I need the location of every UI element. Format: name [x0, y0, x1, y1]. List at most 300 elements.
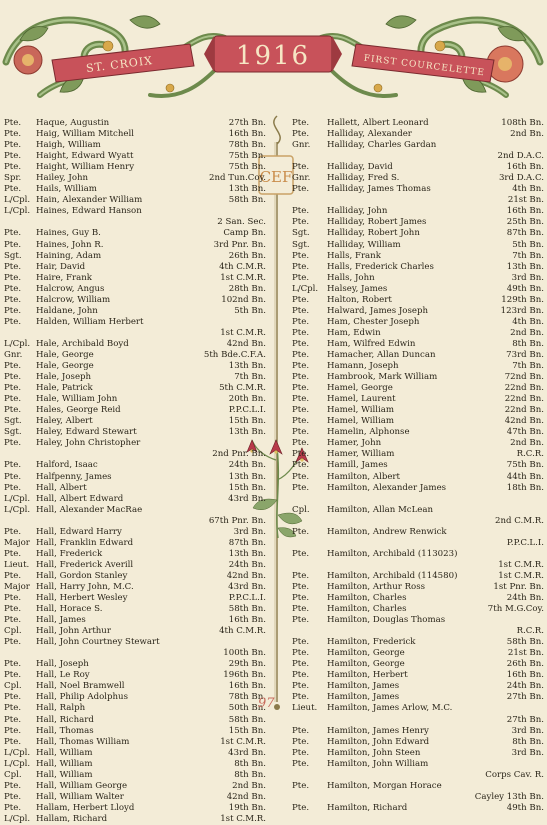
- unit: 1st C.M.R.: [498, 570, 544, 581]
- unit: 3rd Pnr. Bn.: [213, 239, 266, 250]
- soldier-name: Hamilton, John Steen: [327, 747, 421, 758]
- roll-entry: [4, 427, 266, 438]
- soldier-name: Hall, Horace S.: [36, 604, 103, 615]
- roll-entry: [292, 759, 544, 770]
- soldier-name: Hall, Frederick Averill: [36, 559, 134, 570]
- roll-entry: [4, 449, 266, 460]
- soldier-name: Hall, Albert Edward: [36, 493, 124, 504]
- unit: 19th Bn.: [228, 802, 266, 813]
- rank: Pte.: [4, 405, 22, 416]
- roll-entry: [292, 151, 544, 162]
- unit: 100th Bn.: [223, 648, 266, 659]
- soldier-name: Hamilton, John William: [327, 758, 429, 769]
- unit: 75th Bn.: [228, 162, 266, 173]
- rank: Pte.: [292, 648, 310, 659]
- rank: Pte.: [4, 460, 22, 471]
- rank: Pte.: [4, 725, 22, 736]
- roll-entry: [4, 748, 266, 759]
- roll-entry: [292, 681, 544, 692]
- rank: Pte.: [292, 758, 310, 769]
- unit: 28th Bn.: [228, 283, 266, 294]
- unit: R.C.R.: [516, 449, 544, 460]
- rank: Cpl.: [4, 626, 22, 637]
- roll-entry: [292, 593, 544, 604]
- unit: 58th Bn.: [506, 637, 544, 648]
- unit: 1st C.M.R.: [220, 272, 266, 283]
- roll-entry: [292, 659, 544, 670]
- unit: 2nd Bn.: [510, 327, 544, 338]
- rank: Pte.: [292, 659, 310, 670]
- roll-entry: [292, 350, 544, 361]
- soldier-name: Hailey, John: [36, 173, 89, 184]
- unit: 27th Bn.: [506, 714, 544, 725]
- rank: Pte.: [4, 140, 22, 151]
- soldier-name: Hamilton, Morgan Horace: [327, 780, 442, 791]
- unit: 1st C.M.R.: [220, 736, 266, 747]
- banner-year: 1916: [235, 41, 311, 71]
- rank: Pte.: [4, 162, 22, 173]
- rank: Pte.: [4, 615, 22, 626]
- ornamental-header: [0, 0, 547, 115]
- roll-entry: [4, 151, 266, 162]
- soldier-name: Hall, William: [36, 747, 93, 758]
- soldier-name: Hall, Frederick: [36, 548, 103, 559]
- unit: 78th Bn.: [228, 692, 266, 703]
- rank: Sgt.: [4, 416, 22, 427]
- soldier-name: Hale, George: [36, 349, 94, 360]
- soldier-name: Hambrook, Mark William: [327, 372, 438, 383]
- unit: 3rd Bn.: [511, 725, 544, 736]
- soldier-name: Hall, John Courtney Stewart: [36, 637, 160, 648]
- unit: 24th Bn.: [228, 460, 266, 471]
- roll-entry: [4, 228, 266, 239]
- roll-entry: [4, 792, 266, 803]
- unit: 1st Pnr. Bn.: [493, 581, 544, 592]
- soldier-name: Hall, Ralph: [36, 703, 86, 714]
- rank: Pte.: [292, 206, 310, 217]
- roll-entry: [292, 460, 544, 471]
- rank: Pte.: [4, 659, 22, 670]
- rank: Pte.: [292, 327, 310, 338]
- roll-entry: [4, 560, 266, 571]
- soldier-name: Hamill, James: [327, 460, 388, 471]
- soldier-name: Hamer, John: [327, 438, 382, 449]
- rank: Pte.: [292, 736, 310, 747]
- roll-entry: [292, 505, 544, 516]
- soldier-name: Halliday, David: [327, 162, 393, 173]
- roll-entry: [292, 251, 544, 262]
- soldier-name: Hall, Le Roy: [36, 670, 90, 681]
- unit: 13th Bn.: [228, 184, 266, 195]
- roll-entry: [292, 438, 544, 449]
- rank: Pte.: [4, 305, 22, 316]
- roll-entry: [4, 251, 266, 262]
- soldier-name: Hamilton, Charles: [327, 604, 407, 615]
- roll-entry: [292, 195, 544, 206]
- roll-entry: [292, 781, 544, 792]
- soldier-name: Hallam, Richard: [36, 813, 108, 824]
- rank: Pte.: [292, 482, 310, 493]
- soldier-name: Hale, George: [36, 361, 94, 372]
- soldier-name: Halls, John: [327, 272, 375, 283]
- soldier-name: Hale, Archibald Boyd: [36, 338, 129, 349]
- rank: Pte.: [292, 305, 310, 316]
- rank: Pte.: [292, 780, 310, 791]
- roll-entry: [4, 284, 266, 295]
- soldier-name: Hallett, Albert Leonard: [327, 118, 429, 128]
- rank: Pte.: [292, 250, 310, 261]
- rank: Sgt.: [292, 228, 310, 239]
- roll-entry: [4, 483, 266, 494]
- roll-entry: [4, 626, 266, 637]
- unit: 49th Bn.: [506, 802, 544, 813]
- soldier-name: Halcrow, Angus: [36, 283, 105, 294]
- rank: L/Cpl.: [4, 813, 31, 824]
- roll-entry: [292, 715, 544, 726]
- roll-entry: [292, 328, 544, 339]
- soldier-name: Hall, Alexander MacRae: [36, 504, 143, 515]
- roll-entry: [292, 306, 544, 317]
- unit: 7th Bn.: [512, 250, 544, 261]
- soldier-name: Hamilton, James Henry: [327, 725, 429, 736]
- roll-entry: [292, 405, 544, 416]
- soldier-name: Hall, William George: [36, 780, 128, 791]
- roll-entry: [292, 361, 544, 372]
- soldier-name: Hall, Harry John, M.C.: [36, 581, 134, 592]
- rank: Pte.: [4, 570, 22, 581]
- unit: 42nd Bn.: [226, 338, 266, 349]
- unit: 25th Bn.: [506, 217, 544, 228]
- soldier-name: Hamilton, Albert: [327, 471, 400, 482]
- unit: 102nd Bn.: [221, 294, 266, 305]
- roll-entry: [292, 317, 544, 328]
- unit: 43rd Bn.: [228, 747, 266, 758]
- roll-entry: [4, 295, 266, 306]
- unit: 13th Bn.: [228, 471, 266, 482]
- roll-entry: [292, 140, 544, 151]
- roll-entry: [4, 405, 266, 416]
- roll-entry: [292, 427, 544, 438]
- roll-entry: [4, 195, 266, 206]
- roll-entry: [4, 505, 266, 516]
- soldier-name: Halden, William Herbert: [36, 316, 144, 327]
- soldier-name: Hamilton, Archibald (113023): [327, 548, 458, 559]
- rank: Pte.: [292, 405, 310, 416]
- soldier-name: Hall, William: [36, 758, 93, 769]
- unit: 21st Bn.: [507, 195, 544, 206]
- rank: Pte.: [4, 129, 22, 140]
- soldier-name: Halliday, Robert John: [327, 228, 420, 239]
- roll-entry: [4, 240, 266, 251]
- unit: 13th Bn.: [228, 548, 266, 559]
- soldier-name: Haight, William Henry: [36, 162, 135, 173]
- soldier-name: Hall, James: [36, 615, 86, 626]
- unit: 16th Bn.: [506, 670, 544, 681]
- roll-entry: [4, 416, 266, 427]
- rank: L/Cpl.: [4, 493, 31, 504]
- unit: 58th Bn.: [228, 195, 266, 206]
- unit: Cayley 13th Bn.: [474, 791, 544, 802]
- rank: Pte.: [4, 802, 22, 813]
- rank: L/Cpl.: [4, 195, 31, 206]
- roll-entry: [292, 494, 544, 505]
- rank: Pte.: [4, 548, 22, 559]
- roll-entry: [4, 737, 266, 748]
- roll-column-left: [4, 118, 266, 825]
- rank: Pte.: [292, 581, 310, 592]
- soldier-name: Hamilton, Herbert: [327, 670, 408, 681]
- rank: Pte.: [292, 361, 310, 372]
- roll-entry: [4, 140, 266, 151]
- roll-entry: [4, 383, 266, 394]
- roll-entry: [292, 770, 544, 781]
- banner-right-text: FIRST COURCELETTE: [363, 53, 486, 79]
- roll-entry: [4, 604, 266, 615]
- rank: Pte.: [292, 416, 310, 427]
- unit: P.P.C.L.I.: [228, 405, 266, 416]
- roll-entry: [292, 692, 544, 703]
- soldier-name: Hamel, William: [327, 416, 395, 427]
- roll-entry: [4, 273, 266, 284]
- rank: Pte.: [292, 272, 310, 283]
- roll-entry: [4, 306, 266, 317]
- soldier-name: Hamel, George: [327, 383, 393, 394]
- roll-entry: [4, 129, 266, 140]
- rank: Pte.: [4, 780, 22, 791]
- rank: Pte.: [292, 802, 310, 813]
- rank: Pte.: [292, 427, 310, 438]
- unit: 43rd Bn.: [228, 581, 266, 592]
- rank: Pte.: [292, 217, 310, 228]
- roll-entry: [4, 372, 266, 383]
- unit: 87th Bn.: [228, 537, 266, 548]
- rank: L/Cpl.: [4, 504, 31, 515]
- soldier-name: Hamilton, Douglas Thomas: [327, 615, 446, 626]
- soldier-name: Hall, Thomas: [36, 725, 94, 736]
- unit: 58th Bn.: [228, 604, 266, 615]
- unit: 4th C.M.R.: [219, 626, 266, 637]
- rank: Pte.: [4, 482, 22, 493]
- rank: Sgt.: [4, 427, 22, 438]
- soldier-name: Hair, David: [36, 261, 86, 272]
- rank: Pte.: [4, 526, 22, 537]
- rank: L/Cpl.: [4, 338, 31, 349]
- soldier-name: Hall, Philip Adolphus: [36, 692, 128, 703]
- soldier-name: Haldane, John: [36, 305, 98, 316]
- roll-entry: [4, 781, 266, 792]
- unit: 16th Bn.: [506, 206, 544, 217]
- soldier-name: Haight, Edward Wyatt: [36, 151, 134, 162]
- unit: Corps Cav. R.: [485, 769, 544, 780]
- rank: Pte.: [4, 383, 22, 394]
- rank: Pte.: [4, 637, 22, 648]
- rank: Major: [4, 581, 30, 592]
- roll-entry: [292, 173, 544, 184]
- rank: Pte.: [292, 394, 310, 405]
- roll-entry: [292, 472, 544, 483]
- unit: 15th Bn.: [228, 482, 266, 493]
- svg-text:CEF: CEF: [259, 168, 293, 186]
- unit: 16th Bn.: [228, 129, 266, 140]
- unit: 1st C.M.R.: [220, 813, 266, 824]
- rank: Pte.: [292, 604, 310, 615]
- roll-entry: [4, 759, 266, 770]
- soldier-name: Ham, Wilfred Edwin: [327, 338, 416, 349]
- soldier-name: Hamelin, Alphonse: [327, 427, 410, 438]
- roll-entry: [292, 129, 544, 140]
- roll-entry: [4, 538, 266, 549]
- rank: Pte.: [292, 349, 310, 360]
- unit: 16th Bn.: [228, 615, 266, 626]
- unit: 29th Bn.: [228, 659, 266, 670]
- rank: Pte.: [292, 670, 310, 681]
- roll-entry: [4, 648, 266, 659]
- unit: 75th Bn.: [506, 460, 544, 471]
- rank: Pte.: [292, 681, 310, 692]
- soldier-name: Halls, Frederick Charles: [327, 261, 434, 272]
- soldier-name: Hall, Richard: [36, 714, 94, 725]
- soldier-name: Hall, Albert: [36, 482, 87, 493]
- rank: Pte.: [292, 118, 310, 128]
- rank: Pte.: [292, 570, 310, 581]
- unit: 196th Bn.: [223, 670, 266, 681]
- rank: Pte.: [292, 449, 310, 460]
- rank: Pte.: [4, 604, 22, 615]
- soldier-name: Halliday, William: [327, 239, 401, 250]
- rank: L/Cpl.: [4, 206, 31, 217]
- unit: 15th Bn.: [228, 416, 266, 427]
- soldier-name: Hall, Gordon Stanley: [36, 570, 128, 581]
- unit: 42nd Bn.: [504, 416, 544, 427]
- rank: Pte.: [292, 615, 310, 626]
- unit: 15th Bn.: [228, 725, 266, 736]
- rank: Pte.: [292, 316, 310, 327]
- unit: 75th Bn.: [228, 151, 266, 162]
- rank: Pte.: [292, 747, 310, 758]
- roll-entry: [4, 770, 266, 781]
- rank: Gnr.: [292, 173, 311, 184]
- unit: 50th Bn.: [228, 703, 266, 714]
- unit: 44th Bn.: [506, 471, 544, 482]
- unit: 8th Bn.: [234, 769, 266, 780]
- unit: 87th Bn.: [506, 228, 544, 239]
- roll-entry: [4, 328, 266, 339]
- roll-entry: [4, 692, 266, 703]
- soldier-name: Hamilton, Charles: [327, 593, 407, 604]
- soldier-name: Halton, Robert: [327, 294, 392, 305]
- roll-entry: [292, 295, 544, 306]
- soldier-name: Hamer, William: [327, 449, 395, 460]
- soldier-name: Haining, Adam: [36, 250, 102, 261]
- roll-entry: [4, 582, 266, 593]
- soldier-name: Hain, Alexander William: [36, 195, 143, 206]
- unit: 7th Bn.: [234, 372, 266, 383]
- unit: Camp Bn.: [223, 228, 266, 239]
- roll-entry: [292, 372, 544, 383]
- rank: Pte.: [4, 593, 22, 604]
- unit: 3rd D.A.C.: [498, 173, 544, 184]
- roll-entry: [4, 549, 266, 560]
- roll-entry: [292, 449, 544, 460]
- soldier-name: Haque, Augustin: [36, 118, 110, 128]
- roll-column-right: [292, 118, 544, 814]
- rank: Pte.: [4, 692, 22, 703]
- unit: P.P.C.L.I.: [228, 593, 266, 604]
- unit: 2nd Tun.Coy.: [209, 173, 266, 184]
- unit: 8th Bn.: [512, 338, 544, 349]
- soldier-name: Haley, Edward Stewart: [36, 427, 137, 438]
- rank: L/Cpl.: [4, 747, 31, 758]
- roll-entry: [4, 317, 266, 328]
- roll-entry: [4, 162, 266, 173]
- roll-entry: [4, 361, 266, 372]
- unit: 16th Bn.: [506, 162, 544, 173]
- soldier-name: Hall, William Walter: [36, 791, 124, 802]
- rank: L/Cpl.: [4, 758, 31, 769]
- soldier-name: Hails, William: [36, 184, 97, 195]
- rank: Pte.: [4, 316, 22, 327]
- soldier-name: Hall, Joseph: [36, 659, 89, 670]
- unit: 26th Bn.: [228, 250, 266, 261]
- roll-entry: [4, 670, 266, 681]
- soldier-name: Haines, John R.: [36, 239, 104, 250]
- unit: 108th Bn.: [501, 118, 544, 128]
- rank: Pte.: [4, 184, 22, 195]
- unit: 67th Pnr. Bn.: [208, 515, 266, 526]
- unit: 2nd C.M.R.: [495, 515, 544, 526]
- roll-entry: [4, 715, 266, 726]
- soldier-name: Hall, Herbert Wesley: [36, 593, 128, 604]
- unit: 4th Bn.: [512, 316, 544, 327]
- soldier-name: Hamilton, George: [327, 648, 405, 659]
- soldier-name: Halford, Isaac: [36, 460, 98, 471]
- unit: 2nd Pnr. Bn.: [212, 449, 266, 460]
- soldier-name: Halsey, James: [327, 283, 388, 294]
- soldier-name: Halliday, Alexander: [327, 129, 412, 140]
- unit: 8th Bn.: [234, 758, 266, 769]
- soldier-name: Hamilton, Andrew Renwick: [327, 526, 447, 537]
- rank: Pte.: [292, 526, 310, 537]
- unit: 18th Bn.: [506, 482, 544, 493]
- roll-entry: [292, 538, 544, 549]
- roll-entry: [4, 118, 266, 129]
- soldier-name: Haigh, William: [36, 140, 101, 151]
- unit: R.C.R.: [516, 626, 544, 637]
- rank: Pte.: [292, 548, 310, 559]
- rank: Pte.: [4, 438, 22, 449]
- roll-entry: [4, 184, 266, 195]
- rank: Pte.: [4, 471, 22, 482]
- rank: Pte.: [292, 184, 310, 195]
- unit: 5th Bn.: [512, 239, 544, 250]
- unit: 49th Bn.: [506, 283, 544, 294]
- soldier-name: Halliday, Fred S.: [327, 173, 400, 184]
- unit: P.P.C.L.I.: [506, 537, 544, 548]
- rank: Pte.: [4, 361, 22, 372]
- roll-entry: [4, 803, 266, 814]
- soldier-name: Hamel, William: [327, 405, 395, 416]
- unit: 3rd Bn.: [511, 272, 544, 283]
- rank: Pte.: [292, 294, 310, 305]
- roll-entry: [292, 527, 544, 538]
- roll-entry: [292, 582, 544, 593]
- roll-entry: [4, 571, 266, 582]
- soldier-name: Haines, Guy B.: [36, 228, 101, 239]
- soldier-name: Hales, George Reid: [36, 405, 121, 416]
- unit: 5th Bde.C.F.A.: [203, 349, 266, 360]
- roll-entry: [292, 703, 544, 714]
- rank: Pte.: [4, 261, 22, 272]
